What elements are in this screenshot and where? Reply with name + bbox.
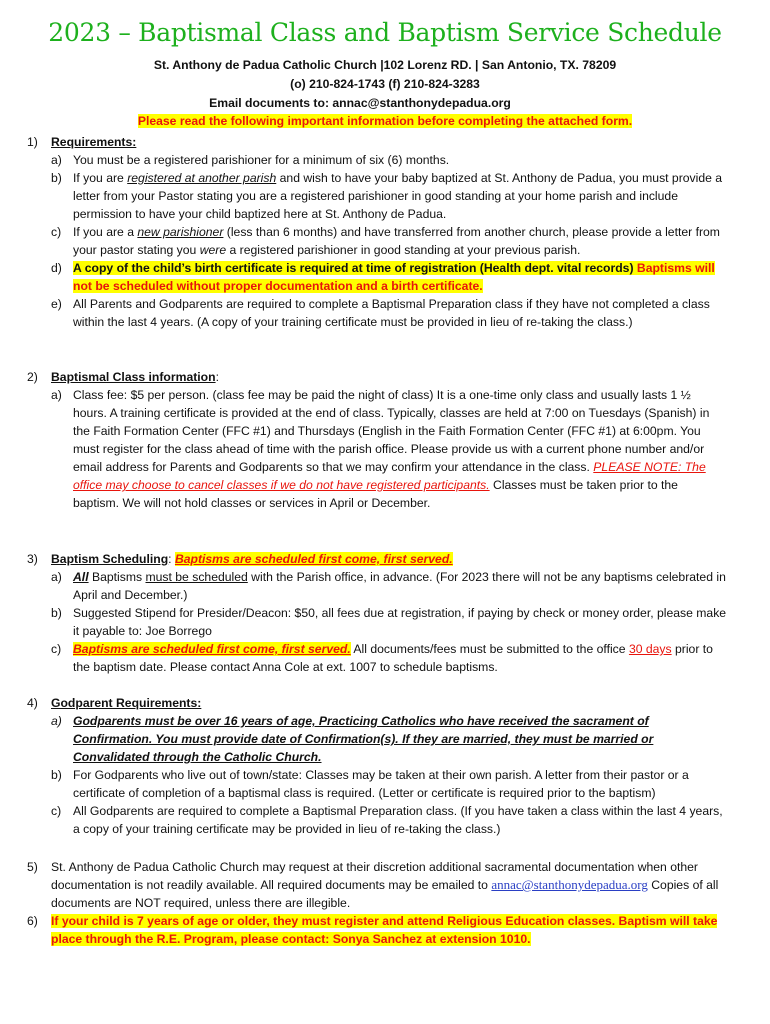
list-item: a) Class fee: $5 per person. (class fee may be paid the night of class) It is a one-time only class and usually lasts 1 ½ hours. A training certificate is provided at the end of class. Typically, classes are held at 7:00 on Tuesdays (Spanish) in the Faith Formation Center (FFC #1) and Thursdays (English in the Faith Formation Center (FFC #1) at 6:00pm. You must register for the class ahead of time with the parish office. Please provide us with a current phone number and/or email address for Parents and Godparents so that we may confirm your attendance in the class. PLEASE NOTE: The office may choose to cancel classes if we do not have registered participants. Classes must be taken prior to the baptism. We will not hold classes or services in April or December.: [51, 388, 710, 510]
section-baptism-scheduling: 3) Baptism Scheduling: Baptisms are scheduled first come, first served. a) All Baptisms must be scheduled with the Parish office, in advance. (For 2023 there will not be any baptisms celebrated in April and December.) b) Suggested Stipend for Presider/Deacon: $50, all fees due at registration, if paying by check or money order, please make it payable to: Joe Borrego c) Baptisms are scheduled first come, first served. All documents/fees must be submitted to the office 30 days prior to the baptism date. Please contact Anna Cole at ext. 1007 to schedule baptisms.: [27, 552, 727, 674]
list-item: a) You must be a registered parishioner for a minimum of six (6) months.: [51, 153, 450, 167]
section-number: 6): [27, 914, 38, 928]
list-item: a) All Baptisms must be scheduled with the Parish office, in advance. (For 2023 there will not be any baptisms celebrated in April and December.): [51, 570, 726, 602]
email-link[interactable]: annac@stanthonydepadua.org: [491, 877, 648, 892]
list-item: e) All Parents and Godparents are required to complete a Baptismal Preparation class if they have not completed a class within the last 4 years. (A copy of your training certificate must be provided in lieu of re-taking the class.): [51, 297, 710, 329]
section-title: Baptismal Class information: [51, 370, 216, 384]
section-godparent-requirements: [27, 694, 727, 838]
section-number: 2): [27, 370, 38, 384]
section-title: Requirements:: [51, 135, 137, 149]
section-requirements: [27, 133, 727, 331]
section-documentation: 5) St. Anthony de Padua Catholic Church may request at their discretion additional sacramental documentation when other documentation is not readily available. All required documents may be emailed to annac@stanthonydepadua.org Copies of all documents are NOT required, unless there are illegible.: [27, 860, 719, 910]
section-title: Baptism Scheduling: [51, 552, 169, 566]
section-number: 5): [27, 860, 38, 874]
list-item: a) Godparents must be over 16 years of age, Practicing Catholics who have received the sacrament of Confirmation. You must provide date of Confirmation(s). If they are married, they must be married or Convalidated through the Catholic Church.: [51, 714, 654, 764]
section-number: 3): [27, 552, 38, 566]
list-item: c) Baptisms are scheduled first come, first served. All documents/fees must be submitted to the office 30 days prior to the baptism date. Please contact Anna Cole at ext. 1007 to schedule baptisms.: [51, 642, 713, 674]
list-item: b) For Godparents who live out of town/state: Classes may be taken at their own parish. A letter from their pastor or a certificate of completion of a baptismal class is required. (Letter or certificate is required prior to the baptism): [51, 768, 689, 800]
notice-line: [0, 114, 770, 128]
section-title: Godparent Requirements:: [51, 696, 202, 710]
church-address: St. Anthony de Padua Catholic Church |102 Lorenz RD. | San Antonio, TX. 78209: [153, 58, 617, 72]
church-email: Email documents to: annac@stanthonydepadua.org: [209, 96, 511, 110]
list-item: d) A copy of the child’s birth certificate is required at time of registration (Health dept. vital records) Baptisms will not be scheduled without proper documentation and a birth certificate.: [51, 261, 715, 293]
church-phone: (o) 210-824-1743 (f) 210-824-3283: [290, 77, 480, 91]
religious-education-notice: If your child is 7 years of age or older, they must register and attend Religious Education classes. Baptism will take place through the R.E. Program, please contact: Sonya Sanchez at extension 1010.: [51, 914, 718, 946]
section-religious-education: [27, 912, 727, 948]
section-number: 1): [27, 135, 38, 149]
list-item: c) All Godparents are required to complete a Baptismal Preparation class. (If you have taken a class within the last 4 years, a copy of your training certificate may be provided in lieu of re-taking the class.): [51, 804, 723, 836]
important-notice: Please read the following important information before completing the attached form.: [137, 114, 633, 128]
list-item: b) Suggested Stipend for Presider/Deacon: $50, all fees due at registration, if paying by check or money order, please make it payable to: Joe Borrego: [51, 606, 727, 638]
section-number: 4): [27, 696, 38, 710]
list-item: c) If you are a new parishioner (less than 6 months) and have transferred from another church, please provide a letter from your pastor stating you were a registered parishioner in good standing at your previous parish.: [51, 225, 720, 257]
list-item: b) If you are registered at another parish and wish to have your baby baptized at St. Anthony de Padua, you must provide a letter from your Pastor stating you are a registered parishioner in good standing at your home parish and include permission to have your child baptized here at St. Anthony de Padua.: [51, 171, 723, 221]
page-title: 2023 – Baptismal Class and Baptism Service Schedule: [48, 18, 722, 47]
section-class-info: 2) Baptismal Class information: a) Class fee: $5 per person. (class fee may be paid the night of class) It is a one-time only class and usually lasts 1 ½ hours. A training certificate is provided at the end of class. Typically, classes are held at 7:00 on Tuesdays (Spanish) in the Faith Formation Center (FFC #1) and Thursdays (English in the Faith Formation Center (FFC #1) at 6:00pm. You must register for the class ahead of time with the parish office. Please provide us with a current phone number and/or email address for Parents and Godparents so that we may confirm your attendance in the class. PLEASE NOTE: The office may choose to cancel classes if we do not have registered participants. Classes must be taken prior to the baptism. We will not hold classes or services in April or December.: [27, 368, 727, 512]
